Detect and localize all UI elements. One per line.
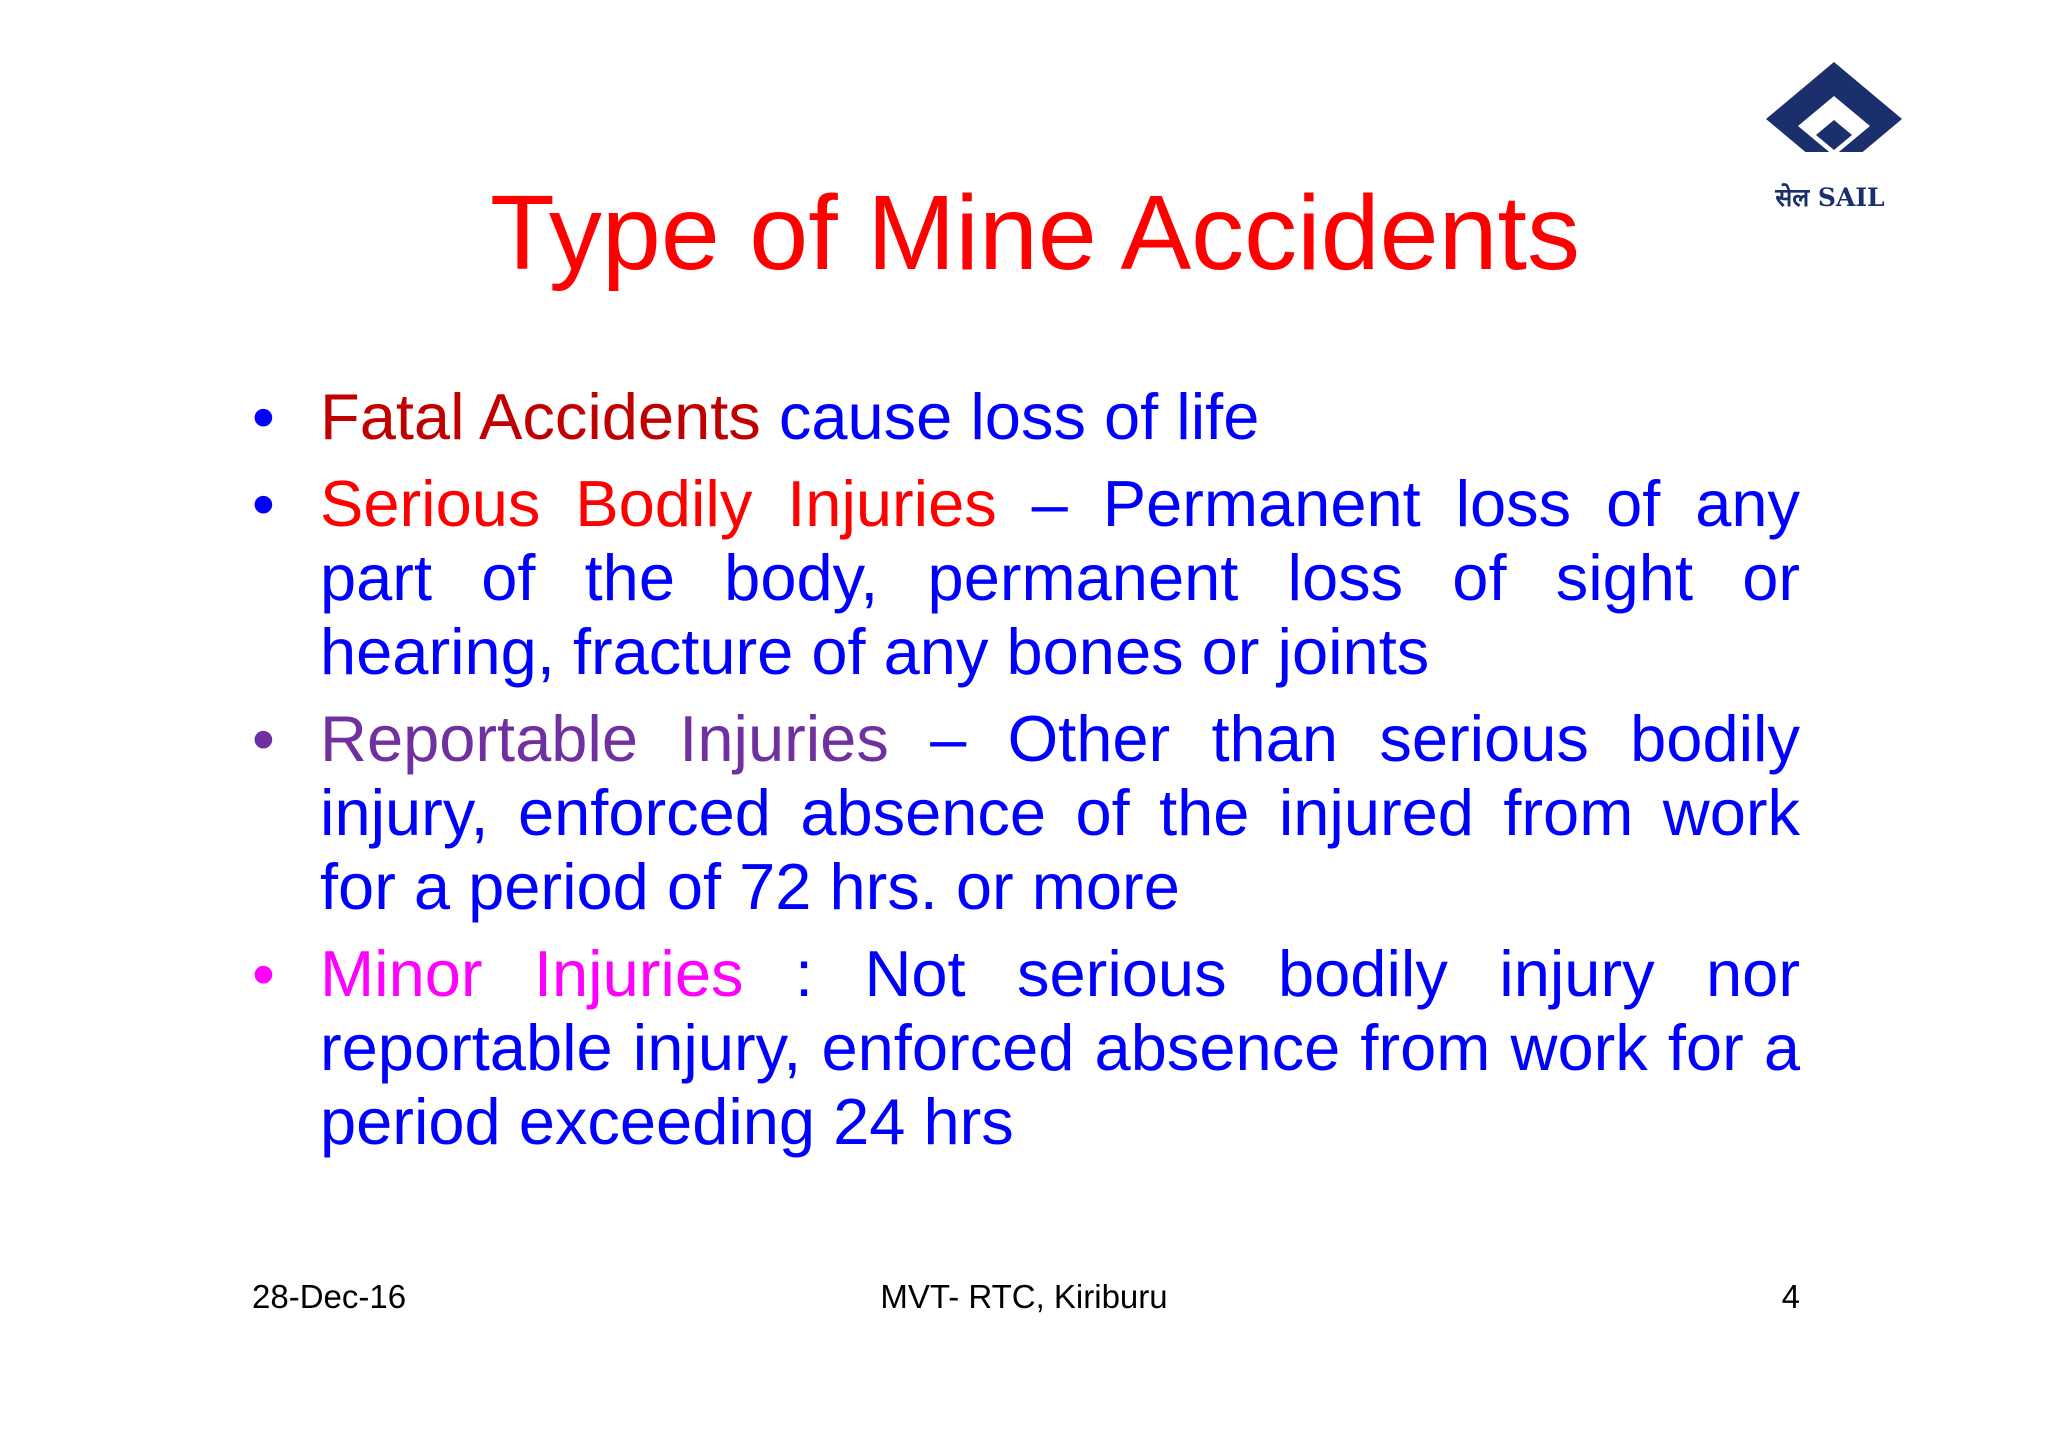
bullet-text: – Other than serious bodily injury, enforced absence of the injured from work for a period of 72 hrs. or more xyxy=(320,702,1800,923)
bullet-list xyxy=(252,380,1800,1159)
bullet-dot: • xyxy=(252,380,275,453)
bullet-dot: • xyxy=(252,467,275,540)
page-number: 4 xyxy=(1781,1278,1800,1315)
bullet-term: Minor Injuries xyxy=(320,937,744,1010)
footer-center-text: MVT- RTC, Kiriburu xyxy=(880,1278,1168,1315)
bullet-text: – Permanent loss of any part of the body, permanent loss of sight or hearing, fracture of any bones or joints xyxy=(320,467,1800,688)
footer-date: 28-Dec-16 xyxy=(252,1278,407,1315)
bullet-term: Fatal Accidents xyxy=(320,380,761,453)
bullet-serious-bodily-injuries xyxy=(252,467,1800,689)
bullet-dot: • xyxy=(252,937,275,1010)
bullet-dot: • xyxy=(252,702,275,775)
logo-text: सेल SAIL xyxy=(1775,183,1885,212)
bullet-minor-injuries xyxy=(252,937,1800,1159)
bullet-fatal-accidents xyxy=(252,380,1800,454)
sail-logo xyxy=(1755,62,1905,222)
bullet-reportable-injuries xyxy=(252,702,1800,924)
bullet-text: cause loss of life xyxy=(760,380,1260,453)
bullet-term: Serious Bodily Injuries xyxy=(320,467,997,540)
bullet-term: Reportable Injuries xyxy=(320,702,889,775)
sail-diamond-icon xyxy=(1766,62,1902,176)
bullet-text: : Not serious bodily injury nor reportable injury, enforced absence from work for a period exceeding 24 hrs xyxy=(320,937,1800,1158)
slide-title: Type of Mine Accidents xyxy=(489,174,1581,292)
